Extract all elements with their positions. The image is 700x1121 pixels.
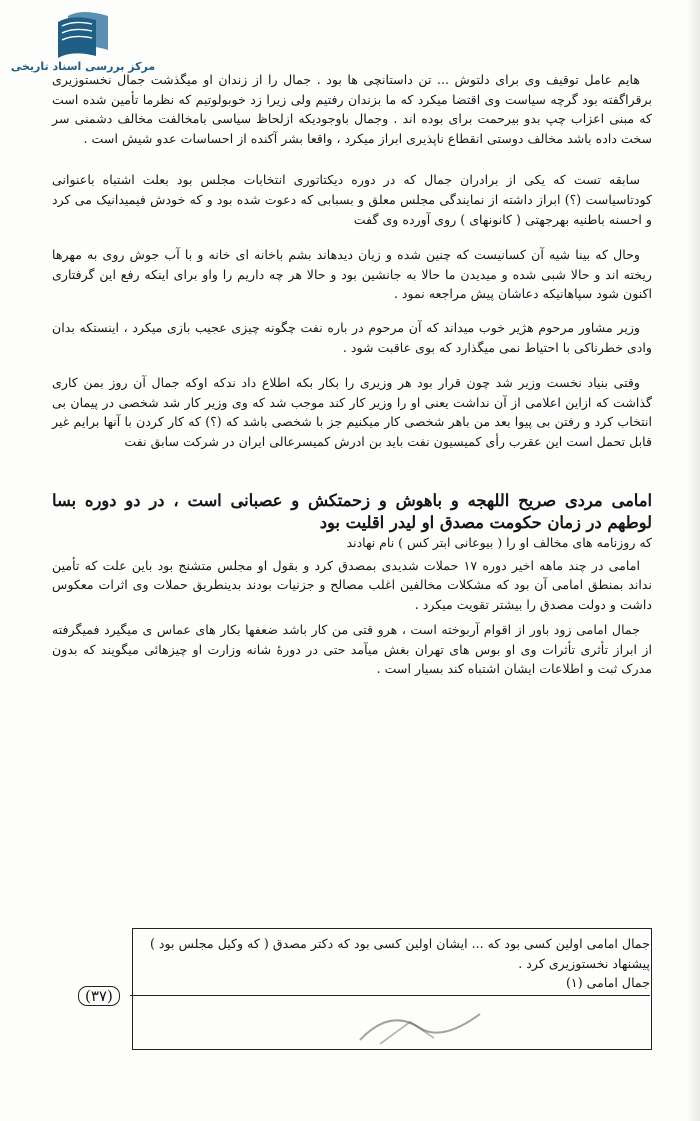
paragraph-6: امامی در چند ماهه اخیر دوره ۱۷ حملات شدیدی بمصدق کرد و بقول او مجلس متشنج بود باین علت که تأمین نداند بمنطق امامی آن بود که مشکلات مخالفین اغلب مصالح و جزنیات بودند بدینطریق حملات وی اثرات معکوس داشت و دولت مصدق را بیشتر تقویت میکرد . xyxy=(52,557,652,612)
paragraph-3: وحال که بینا شیه آن کسانیست که چنین شده و زیان دیدهاند بشم باخانه ای خانه و با آب جوش روی به مهرها ریخته اند و حالا شبی شده و میدیدن ما حالا به جانشین بود و حالا هر چه داریم را واو برای اینکه رفع این گرفتاری اکنون شود سپاهانیکه دعاشان پیش مراجعه نمود . xyxy=(52,247,652,302)
section-subtitle: که روزنامه های مخالف او را ( بیوعانی ابتر کس ) نام نهادند xyxy=(346,534,652,550)
footnote-body: جمال امامی اولین کسی بود که ... ایشان اولین کسی بود که دکتر مصدق ( که وکیل مجلس بود ) پیشنهاد نخستوزیری کرد . xyxy=(150,936,650,971)
footnote-divider xyxy=(130,995,650,996)
footnote xyxy=(150,934,650,993)
section-headline: امامی مردی صریح اللهجه و باهوش و زحمتکش و عصبانی است ، در دو دوره بسا لوطهم در زمان حکومت مصدق او لیدر اقلیت بود xyxy=(52,490,652,532)
page-number: (۳۷) xyxy=(78,986,120,1006)
paragraph-7: جمال امامی زود باور از اقوام آربوخته است ، هرو قتی من کار باشد ضعفها بکار های عماس ی میگیرد فمیگرفته از ابراز تأثری تأثرات وی او بوس های تهران بغش میآمد حتی در دورۀ شانه وزارت او چیزهائی میگویند که بدون مدرک ثبت و اطلاعات ایشان اشتباه کند بسیار است . xyxy=(52,622,652,677)
archive-logo xyxy=(8,6,158,76)
paragraph-1: هایم عامل توقیف وی برای دلتوش ... تن داستانچی ها بود . جمال را از زندان او میگذشت جمال نخستوزیری برقراگفته بود گرچه سیاست وی اقتضا میکرد که ما بزندان رفتیم ولی زیرا زد خوبولوتیم که نظرما تأمین شده است که مبنی اعزاب چپ بدو بیرحمت برای بوده اند . وجمال باوجودیکه ازلحاظ سیاسی بامخالفت مخالف دشمنی سر سخت داده باشد مخالف دوستی انقطاع ناپذیری ابراز میکرد ، واقعا بشر آکنده از احساسات عدو شیش است . xyxy=(52,72,652,146)
logo-title: مرکز بررسی اسناد تاریخی xyxy=(10,60,156,73)
page-edge-shadow xyxy=(686,0,700,1121)
faded-stamp-mark xyxy=(350,1000,490,1050)
paragraph-2: سابقه تست که یکی از برادران جمال که در دوره دیکتاتوری انتخابات مجلس بود بعلت اشتباه باعنوانی کودتاسیاست (؟) ابراز داشته از نمایندگی مجلس معلق و بسبابی که دعوت شده بود و که خودش فیمیدانیک می کرد و احسنه باطنیه بهرجهتی ( کانونهای ) روی آورده وی گفت xyxy=(52,172,652,227)
paragraph-4: وزیر مشاور مرحوم هژیر خوب میداند که آن مرحوم در باره نفت چگونه چیزی عجیب بازی میکرد ، اینستکه بدان وادی خطرناکی با احتیاط نمی میگذارد که بوی عاقبت شود . xyxy=(52,319,652,355)
footnote-marker: جمال امامی (۱) xyxy=(566,975,650,991)
paragraph-5: وقتی بنیاد نخست وزیر شد چون قرار بود هر وزیری را بکار بکه اطلاع داد ندکه اوکه جمال آن روز بمن کاری گذاشت که ازاین اعلامی از آن نداشت یعنی او را وزیر کار کند موجب شد که وی وزیر کار شد شخصی در پیمان بی انتخاب کرد و رفتن بی پیوا بعد من باهر شخصی کار میکنیم جز با شخصی باشد که (؟) که کار کردن با آنها برایم غیر قابل تحمل است این عقرب رأی کمیسیون نفت باید بن ادرش کمیسرعالی ایران در شرکت سابق نفت xyxy=(52,375,652,449)
letter-body xyxy=(52,70,652,685)
book-emblem-icon xyxy=(50,6,114,64)
